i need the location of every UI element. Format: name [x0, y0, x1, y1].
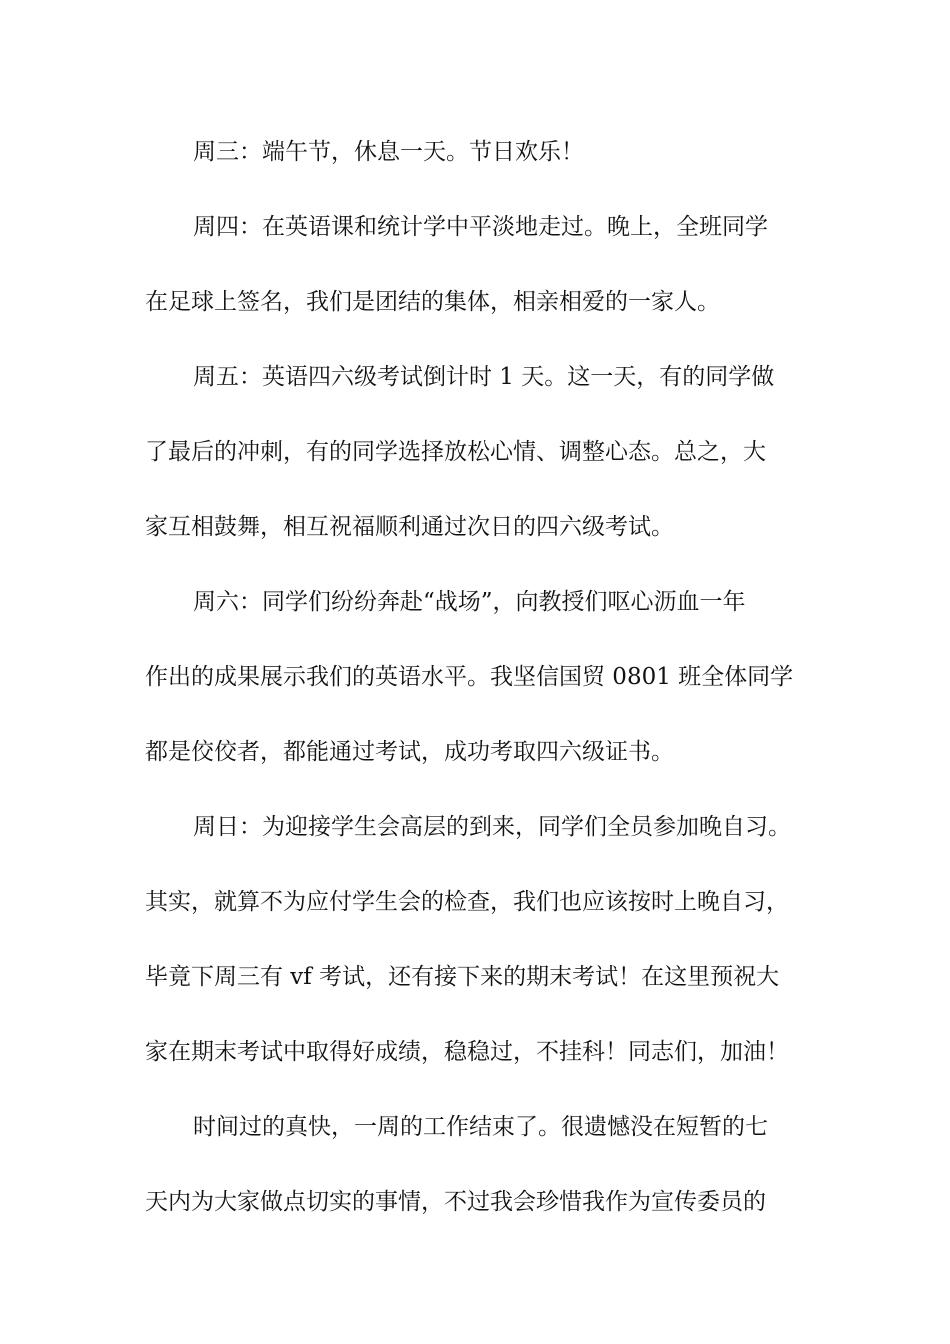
paragraph-line: 家互相鼓舞，相互祝福顺利通过次日的四六级考试。 [145, 514, 674, 540]
paragraph-line: 周三：端午节，休息一天。节日欢乐！ [193, 139, 584, 165]
paragraph-line: 毕竟下周三有 vf 考试，还有接下来的期末考试！在这里预祝大 [145, 964, 780, 990]
paragraph-line: 周六：同学们纷纷奔赴“战场”，向教授们呕心沥血一年 [193, 589, 746, 615]
paragraph-line: 时间过的真快，一周的工作结束了。很遗憾没在短暂的七 [193, 1114, 768, 1140]
paragraph-line: 作出的成果展示我们的英语水平。我坚信国贸 0801 班全体同学 [145, 664, 794, 690]
paragraph-line: 其实，就算不为应付学生会的检查，我们也应该按时上晚自习， [145, 889, 789, 915]
paragraph-line: 周五：英语四六级考试倒计时 1 天。这一天，有的同学做 [193, 364, 775, 390]
paragraph-line: 都是佼佼者，都能通过考试，成功考取四六级证书。 [145, 739, 674, 765]
paragraph-line: 家在期末考试中取得好成绩，稳稳过，不挂科！同志们，加油！ [145, 1039, 789, 1065]
paragraph-line: 在足球上签名，我们是团结的集体，相亲相爱的一家人。 [145, 289, 720, 315]
paragraph-line: 天内为大家做点切实的事情，不过我会珍惜我作为宣传委员的 [145, 1189, 766, 1215]
paragraph-line: 周日：为迎接学生会高层的到来，同学们全员参加晚自习。 [193, 814, 791, 840]
paragraph-line: 周四：在英语课和统计学中平淡地走过。晚上，全班同学 [193, 214, 768, 240]
paragraph-line: 了最后的冲刺，有的同学选择放松心情、调整心态。总之，大 [145, 439, 766, 465]
